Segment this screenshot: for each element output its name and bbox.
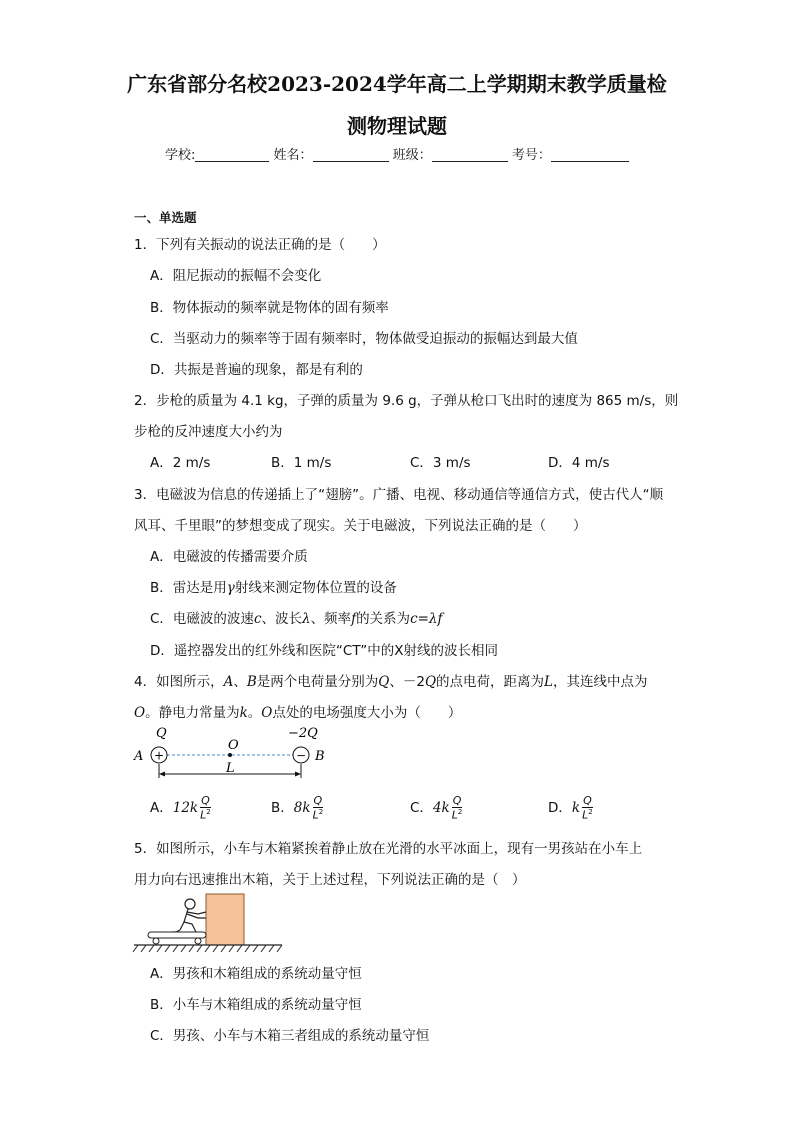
q4-text: 。 xyxy=(247,705,262,721)
den-L: L xyxy=(582,808,589,822)
exam-title-line1: 广东省部分名校2023-2024学年高二上学期期末教学质量检 xyxy=(127,72,667,96)
q5-option-b[interactable]: B．小车与木箱组成的系统动量守恒 xyxy=(150,997,362,1013)
q3-stem-line1: 3．电磁波为信息的传递插上了“翅膀”。广播、电视、移动通信等通信方式，使古代人“顺 xyxy=(134,487,664,503)
label-A: A xyxy=(134,749,144,764)
label-Q: Q xyxy=(156,726,167,741)
symbol-L: L xyxy=(544,674,553,690)
coefficient: 12k xyxy=(172,799,199,816)
q3-c-mid2: 、频率 xyxy=(310,611,352,627)
label-minus-2Q: −2Q xyxy=(288,726,318,741)
q2-stem-line2: 步枪的反冲速度大小约为 xyxy=(134,424,283,440)
class-label: 班级： xyxy=(392,148,432,163)
school-blank[interactable] xyxy=(195,147,269,162)
fraction-Q-over-L2 xyxy=(582,795,593,821)
coefficient: 4k xyxy=(432,799,450,816)
q1-option-a[interactable]: A．阻尼振动的振幅不会变化 xyxy=(150,268,322,284)
symbol-k: k xyxy=(239,705,248,721)
id-label: 考号： xyxy=(511,148,551,163)
q4-text: 。静电力常量为 xyxy=(145,705,240,721)
exponent: 2 xyxy=(206,808,211,816)
den-L: L xyxy=(312,808,319,822)
symbol-c: c xyxy=(253,611,262,627)
symbol-f: f xyxy=(351,611,357,627)
den-L: L xyxy=(200,808,207,822)
q3-option-d[interactable]: D．遥控器发出的红外线和医院“CT”中的X射线的波长相同 xyxy=(150,643,499,659)
dimension-arrow-right-icon xyxy=(295,772,301,777)
fraction-Q-over-L2 xyxy=(200,795,211,821)
symbol-O: O xyxy=(134,705,146,721)
label-B: B xyxy=(315,749,325,764)
name-label: 姓名： xyxy=(273,148,313,163)
q2-option-b[interactable]: B．1 m/s xyxy=(271,455,332,471)
q4-charge-diagram xyxy=(128,722,338,782)
q4-text: 、 xyxy=(233,674,247,690)
denominator xyxy=(582,808,593,821)
cart-wheel-icon xyxy=(153,938,159,944)
boy-icon xyxy=(172,899,206,932)
coefficient: 8k xyxy=(293,799,311,816)
q2-option-d[interactable]: D．4 m/s xyxy=(548,455,610,471)
cart-platform xyxy=(148,932,206,938)
midpoint-O-dot xyxy=(228,753,232,757)
option-label: D． xyxy=(548,799,572,816)
q2-stem-line1: 2．步枪的质量为 4.1 kg，子弹的质量为 9.6 g，子弹从枪口飞出时的速度为 865 m/s，则 xyxy=(134,393,679,409)
formula-c-lambda-f: c=λf xyxy=(410,611,443,627)
q3-b-pre: B．雷达是用 xyxy=(150,580,227,596)
student-info-row xyxy=(165,144,629,163)
denominator xyxy=(200,808,211,821)
numerator: Q xyxy=(452,794,462,807)
q4-text: 4．如图所示， xyxy=(134,674,224,690)
q1-option-b[interactable]: B．物体振动的频率就是物体的固有频率 xyxy=(150,300,389,316)
q4-option-c[interactable] xyxy=(410,795,462,821)
symbol-lambda: λ xyxy=(302,611,311,627)
symbol-O: O xyxy=(261,705,273,721)
q4-text: 的点电荷，距离为 xyxy=(436,674,545,690)
plus-sign: + xyxy=(153,748,165,763)
denominator xyxy=(452,808,463,821)
symbol-A: A xyxy=(223,674,234,690)
q4-option-b[interactable] xyxy=(271,795,323,821)
id-blank[interactable] xyxy=(551,147,629,162)
q5-stem-line2: 用力向右迅速推出木箱，关于上述过程，下列说法正确的是（ ） xyxy=(134,872,526,888)
q5-boy-cart-box-figure xyxy=(132,892,288,958)
wooden-box xyxy=(206,894,244,945)
q4-option-d[interactable] xyxy=(548,795,593,821)
fraction-Q-over-L2 xyxy=(313,795,324,821)
section-heading: 一、单选题 xyxy=(134,210,197,225)
fraction-Q-over-L2 xyxy=(452,795,463,821)
q4-stem-line2 xyxy=(134,701,461,721)
coefficient: k xyxy=(571,799,581,816)
q4-text: ，其连线中点为 xyxy=(552,674,648,690)
school-label: 学校: xyxy=(165,148,196,163)
label-O: O xyxy=(228,738,239,753)
option-label: A． xyxy=(150,799,173,816)
q1-stem: 1．下列有关振动的说法正确的是（ ） xyxy=(134,237,386,253)
numerator: Q xyxy=(313,794,323,807)
exponent: 2 xyxy=(318,808,324,816)
q1-option-c[interactable]: C．当驱动力的频率等于固有频率时，物体做受迫振动的振幅达到最大值 xyxy=(150,331,578,347)
q5-option-a[interactable]: A．男孩和木箱组成的系统动量守恒 xyxy=(150,966,362,982)
q2-option-a[interactable]: A．2 m/s xyxy=(150,455,211,471)
q1-option-d[interactable]: D．共振是普遍的现象，都是有利的 xyxy=(150,362,363,378)
option-label: C． xyxy=(410,799,433,816)
denominator xyxy=(313,808,324,821)
q3-option-c[interactable] xyxy=(150,607,443,627)
q3-stem-line2: 风耳、千里眼”的梦想变成了现实。关于电磁波，下列说法正确的是（ ） xyxy=(134,518,587,534)
q4-text: 点处的电场强度大小为（ ） xyxy=(272,705,462,721)
q3-c-mid3: 的关系为 xyxy=(356,611,411,627)
q2-option-c[interactable]: C．3 m/s xyxy=(410,455,471,471)
q4-text: 、－2 xyxy=(389,674,425,690)
symbol-Q: Q xyxy=(378,674,390,690)
cart-wheel-icon xyxy=(195,938,201,944)
exponent: 2 xyxy=(588,808,593,816)
q4-text: 是两个电荷量分别为 xyxy=(256,674,379,690)
class-blank[interactable] xyxy=(432,147,508,162)
exam-title-line2: 测物理试题 xyxy=(347,114,447,138)
symbol-Q: Q xyxy=(424,674,437,690)
den-L: L xyxy=(451,808,458,822)
numerator: Q xyxy=(583,794,592,807)
option-label: B． xyxy=(271,799,294,816)
q3-b-post: 射线来测定物体位置的设备 xyxy=(234,580,397,596)
q5-stem-line1: 5．如图所示，小车与木箱紧挨着静止放在光滑的水平冰面上，现有一男孩站在小车上 xyxy=(134,841,643,857)
label-L: L xyxy=(226,761,235,776)
q3-option-b[interactable] xyxy=(150,576,397,596)
name-blank[interactable] xyxy=(313,147,389,162)
q3-c-mid1: 、波长 xyxy=(261,611,302,627)
dimension-arrow-left-icon xyxy=(159,772,165,777)
q3-option-a[interactable]: A．电磁波的传播需要介质 xyxy=(150,549,308,565)
symbol-B: B xyxy=(246,674,257,690)
gamma-symbol: γ xyxy=(226,580,235,596)
q4-option-a[interactable] xyxy=(150,795,211,821)
q3-c-pre: C．电磁波的波速 xyxy=(150,611,254,627)
ground-hatching xyxy=(133,945,282,952)
exponent: 2 xyxy=(457,808,463,816)
q5-option-c[interactable]: C．男孩、小车与木箱三者组成的系统动量守恒 xyxy=(150,1028,430,1044)
minus-sign: − xyxy=(295,748,307,763)
q4-stem-line1 xyxy=(134,670,647,690)
numerator: Q xyxy=(201,794,210,807)
